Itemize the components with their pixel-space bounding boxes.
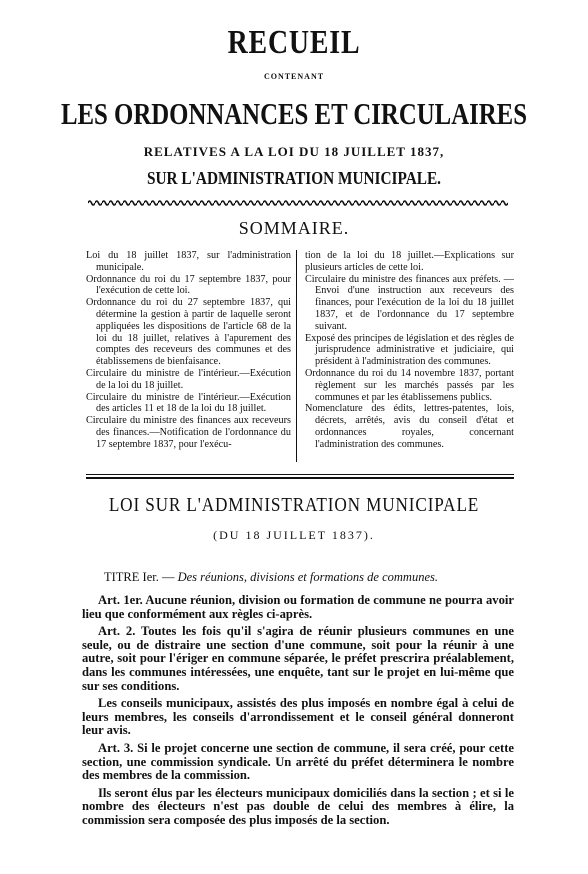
section-divider — [86, 474, 514, 475]
section-divider — [86, 477, 514, 479]
law-body — [82, 594, 514, 832]
titre-label: TITRE Ier. — — [104, 570, 175, 584]
law-paragraph: Art. 2. Toutes les fois qu'il s'agira de réunir plusieurs communes en une seule, ou de distraire une section d'une commune, soit pour la réunir à une autre, soit pour l'ériger en commune séparée, le préfet prescrira préalablement, dans les communes intéressées, une enquête, tant sur le projet en lui-même que sur ses conditions. — [82, 624, 514, 693]
sommaire-entry: tion de la loi du 18 juillet.—Explications sur plusieurs articles de cette loi. — [305, 250, 514, 273]
titre-heading — [104, 570, 524, 585]
sommaire-entry: Nomenclature des édits, lettres-patentes, lois, décrets, arrêtés, avis du conseil d'état et ordonnances royales, concernant l'administration des communes. — [305, 403, 514, 450]
law-paragraph: Les conseils municipaux, assistés des plus imposés en nombre égal à celui de leurs membres, les conseils d'arrondissement et le conseil général donneront leur avis. — [82, 696, 514, 738]
sommaire-heading: SOMMAIRE. — [238, 218, 350, 238]
ornamental-rule — [88, 198, 508, 206]
relatives-line: RELATIVES A LA LOI DU 18 JUILLET 1837, — [143, 144, 445, 159]
law-paragraph: Art. 1er. Aucune réunion, division ou formation de commune ne pourra avoir lieu que conformément aux règles ci-après. — [82, 593, 514, 621]
recueil-heading: RECUEIL — [227, 24, 361, 61]
main-title: LES ORDONNANCES ET CIRCULAIRES — [60, 96, 528, 131]
sommaire-entry: Circulaire du ministre des finances aux receveurs des finances.—Notification de l'ordonnance du 17 septembre 1837, pour l'exécu- — [86, 415, 291, 450]
law-date: (DU 18 JUILLET 1837). — [213, 528, 375, 542]
sommaire-entry: Exposé des principes de législation et des règles de jurisprudence administrative et judiciaire, qui président à l'administration des communes. — [305, 332, 514, 368]
law-paragraph: Ils seront élus par les électeurs municipaux domiciliés dans la section ; et si le nombre des électeurs n'est pas double de celui des membres à élire, la commission sera composée des plus imposés de la section. — [82, 785, 514, 827]
sommaire-entry: Ordonnance du roi du 14 novembre 1837, portant règlement sur les marchés passés par les communes et par les établissemens publics. — [305, 367, 514, 403]
subject-line: SUR L'ADMINISTRATION MUNICIPALE. — [147, 168, 441, 188]
sommaire-entry: Ordonnance du roi du 27 septembre 1837, qui détermine la gestion à partir de laquelle seront appliquées les dispositions de l'article 68 de la loi du 18 juillet, relatives à l'apurement des comptes des receveurs des communes et des établissemens de bienfaisance. — [86, 297, 291, 368]
sommaire-entry: Loi du 18 juillet 1837, sur l'administration municipale. — [86, 250, 291, 273]
titre-text: Des réunions, divisions et formations de communes. — [177, 570, 438, 584]
sommaire-left-column — [86, 250, 291, 451]
sommaire-columns — [86, 250, 514, 464]
contenant-line: CONTENANT — [263, 72, 325, 81]
sommaire-entry: Circulaire du ministre de l'intérieur.—Exécution de la loi du 18 juillet. — [86, 367, 291, 391]
sommaire-entry: Circulaire du ministre de l'intérieur.—Exécution des articles 11 et 18 de la loi du 18 juillet. — [86, 391, 291, 415]
law-title: LOI SUR L'ADMINISTRATION MUNICIPALE — [108, 494, 480, 516]
sommaire-entry: Circulaire du ministre des finances aux préfets. —Envoi d'une instruction aux receveurs des finances, pour l'exécution de la loi du 18 juillet 1837, et de l'ordonnance du 17 septembre suivant. — [305, 273, 514, 332]
column-divider — [296, 250, 297, 462]
law-paragraph: Art. 3. Si le projet concerne une section de commune, il sera créé, pour cette section, une commission syndicale. Un arrêté du préfet déterminera le nombre des membres de la commission. — [82, 740, 514, 783]
sommaire-right-column — [305, 250, 514, 451]
sommaire-entry: Ordonnance du roi du 17 septembre 1837, pour l'exécution de cette loi. — [86, 273, 291, 297]
